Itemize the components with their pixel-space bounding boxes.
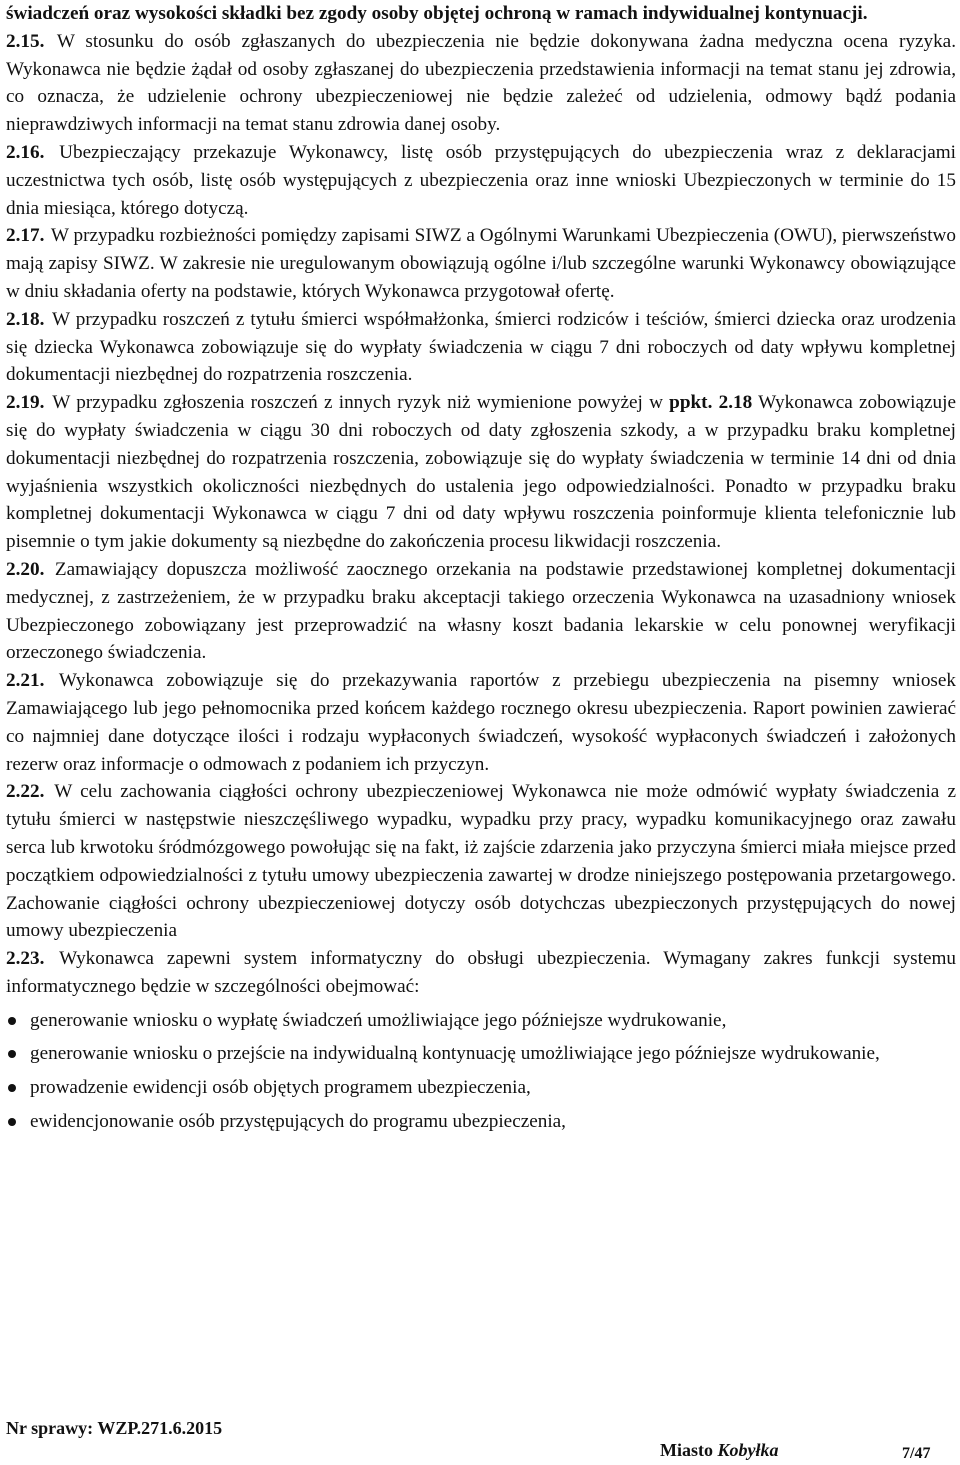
- section-text: W przypadku roszczeń z tytułu śmierci współmałżonka, śmierci rodziców i teściów, śmierci dziecka oraz urodzenia się dziecka Wykonawca zobowiązuje się do wypłaty świadczenia w ciągu 7 dni roboczych od daty wpływu kompletnej dokumentacji niezbędnej do rozpatrzenia roszczenia.: [6, 308, 956, 386]
- section-2-20: [6, 556, 956, 667]
- section-2-18: [6, 306, 956, 389]
- bullet-icon: [8, 1118, 16, 1126]
- section-2-21: [6, 667, 956, 778]
- section-2-15: [6, 28, 956, 139]
- section-number: 2.19.: [6, 392, 45, 414]
- section-number: 2.17.: [6, 225, 45, 247]
- list-item: [6, 1040, 956, 1068]
- continuation-line-2: indywidualnej kontynuacji.: [642, 3, 868, 24]
- section-text: W celu zachowania ciągłości ochrony ubezpieczeniowej Wykonawca nie może odmówić wypłaty świadczenia z tytułu śmierci w następstwie nieszczęśliwego wypadku, wypadku przy pracy, wypadku komunikacyjnego oraz zawału serca lub krwotoku śródmózgowego powołując się na fakt, iż zajście zdarzenia jako przyczyna śmierci miała miejsce przed początkiem odpowiedzialności z tytułu umowy ubezpieczenia zawartej w drodze niniejszego postępowania przetargowego. Zachowanie ciągłości ochrony ubezpieczeniowej dotyczy osób dotychczas ubezpieczonych przystępujących do nowej umowy ubezpieczenia: [6, 781, 957, 942]
- section-text-after: Wykonawca zobowiązuje się do wypłaty świadczenia w ciągu 30 dni roboczych od daty zgłoszenia szkody, a w przypadku braku kompletnej dokumentacji niezbędnej do rozpatrzenia roszczenia, zobowiązuje się do wypłaty świadczenia w terminie 14 dni od dnia wyjaśnienia wszystkich okoliczności niezbędnych do ustalenia jego odpowiedzialności. Ponadto w przypadku braku kompletnej dokumentacji Wykonawca w ciągu 7 dni od daty wpływu roszczenia poinformuje klienta telefonicznie lub pisemnie o tym jakie dokumenty są niezbędne do zakończenia procesu likwidacji roszczenia.: [6, 392, 956, 553]
- list-item: [6, 1007, 956, 1035]
- section-text-before: W przypadku zgłoszenia roszczeń z innych ryzyk niż wymienione powyżej w: [52, 392, 670, 414]
- document-page: [6, 0, 956, 1142]
- list-item-text: ewidencjonowanie osób przystępujących do programu ubezpieczenia,: [30, 1111, 566, 1133]
- footer-city: [660, 1440, 779, 1461]
- section-reference: ppkt. 2.18: [669, 392, 753, 414]
- list-item: [6, 1074, 956, 1102]
- bullet-icon: [8, 1084, 16, 1092]
- section-text: Zamawiający dopuszcza możliwość zaocznego orzekania na podstawie przedstawionej kompletnej dokumentacji medycznej, z zastrzeżeniem, że w przypadku braku akceptacji takiego orzeczenia Wykonawca na uzasadniony wniosek Ubezpieczonego zobowiązany jest przeprowadzić na własny koszt badania lekarskie w celu ponownej weryfikacji orzeczonego świadczenia.: [6, 558, 957, 664]
- list-item-text: generowanie wniosku o przejście na indywidualną kontynuację umożliwiające jego późniejsze wydrukowanie,: [30, 1043, 880, 1065]
- section-2-19: [6, 389, 956, 556]
- section-text: W stosunku do osób zgłaszanych do ubezpieczenia nie będzie dokonywana żadna medyczna ocena ryzyka. Wykonawca nie będzie żądał od osoby zgłaszanej do ubezpieczenia przedstawienia informacji na temat stanu jej zdrowia, co oznacza, że udzielenie ochrony ubezpieczeniowej nie będzie zależeć od udzielenia, odmowy bądź podania nieprawdziwych informacji na temat stanu zdrowia danej osoby.: [6, 30, 956, 136]
- continuation-line-1: świadczeń oraz wysokości składki bez zgody osoby objętej ochroną w ramach: [6, 3, 638, 24]
- section-2-17: [6, 222, 956, 305]
- function-list: [6, 1007, 956, 1136]
- section-text: Ubezpieczający przekazuje Wykonawcy, listę osób przystępujących do ubezpieczenia wraz z deklaracjami uczestnictwa tych osób, listę osób występujących z ubezpieczenia oraz inne wnioski Ubezpieczonych w terminie do 15 dnia miesiąca, którego dotyczą.: [6, 141, 956, 219]
- section-number: 2.23.: [6, 948, 45, 970]
- section-number: 2.15.: [6, 30, 45, 52]
- section-number: 2.21.: [6, 670, 45, 692]
- city-name: Kobyłka: [717, 1440, 779, 1460]
- section-number: 2.22.: [6, 781, 45, 803]
- city-prefix: Miasto: [660, 1440, 713, 1460]
- page-number: 7/47: [902, 1445, 931, 1462]
- section-2-22: [6, 778, 956, 945]
- section-2-16: [6, 139, 956, 222]
- continuation-paragraph: [6, 0, 956, 28]
- section-text: Wykonawca zapewni system informatyczny do obsługi ubezpieczenia. Wymagany zakres funkcji systemu informatycznego będzie w szczególności obejmować:: [6, 948, 957, 997]
- section-text: Wykonawca zobowiązuje się do przekazywania raportów z przebiegu ubezpieczenia na pisemny wniosek Zamawiającego lub jego pełnomocnika przed końcem każdego rocznego okresu ubezpieczenia. Raport powinien zawierać co najmniej dane dotyczące ilości i rodzaju wypłaconych świadczeń, wysokość wypłaconych świadczeń i założonych rezerw oraz informacje o odmowach z podaniem ich przyczyn.: [6, 670, 956, 775]
- section-text: W przypadku rozbieżności pomiędzy zapisami SIWZ a Ogólnymi Warunkami Ubezpieczenia (OWU), pierwszeństwo mają zapisy SIWZ. W zakresie nie uregulowanym obowiązują ogólne i/lub szczególne warunki Wykonawcy obowiązujące w dniu składania oferty na podstawie, których Wykonawca przygotował ofertę.: [6, 225, 956, 302]
- bullet-icon: [8, 1050, 16, 1058]
- section-number: 2.20.: [6, 558, 45, 580]
- section-number: 2.18.: [6, 308, 45, 330]
- list-item: [6, 1108, 956, 1136]
- section-number: 2.16.: [6, 141, 45, 163]
- section-2-23: [6, 945, 956, 1001]
- bullet-icon: [8, 1017, 16, 1025]
- list-item-text: generowanie wniosku o wypłatę świadczeń umożliwiające jego późniejsze wydrukowanie,: [30, 1009, 727, 1031]
- case-number: Nr sprawy: WZP.271.6.2015: [6, 1418, 223, 1438]
- list-item-text: prowadzenie ewidencji osób objętych programem ubezpieczenia,: [30, 1077, 531, 1099]
